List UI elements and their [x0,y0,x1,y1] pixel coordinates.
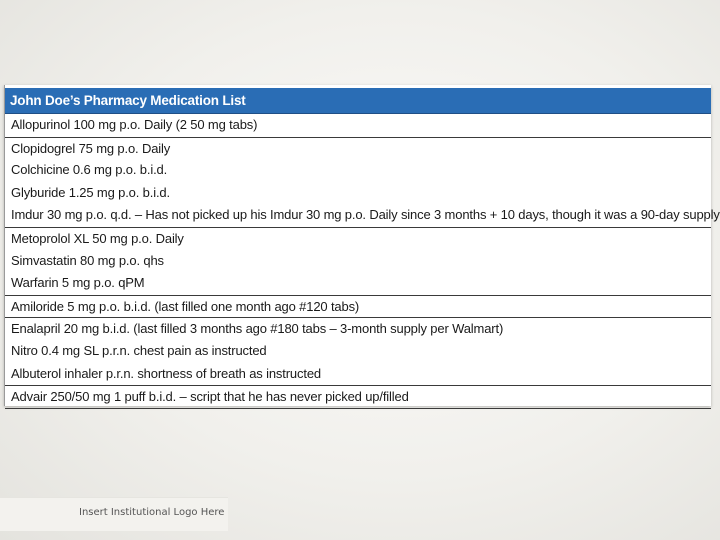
table-row: Albuterol inhaler p.r.n. shortness of breath as instructed [11,365,321,381]
table-row: Clopidogrel 75 mg p.o. Daily [5,137,711,160]
table-row: Advair 250/50 mg 1 puff b.i.d. – script that he has never picked up/filled [5,385,711,408]
logo-placeholder [0,497,228,531]
table-row: Nitro 0.4 mg SL p.r.n. chest pain as instructed [11,342,267,358]
table-row: Metoprolol XL 50 mg p.o. Daily [5,227,711,250]
table-row: Simvastatin 80 mg p.o. qhs [11,252,164,268]
table-row: Colchicine 0.6 mg p.o. b.i.d. [11,162,168,178]
table-row: Amiloride 5 mg p.o. b.i.d. (last filled one month ago #120 tabs) [5,295,711,318]
table-body [5,114,720,408]
table-row: Allopurinol 100 mg p.o. Daily (2 50 mg tabs) [11,117,258,132]
table-row: Imdur 30 mg p.o. q.d. – Has not picked up his Imdur 30 mg p.o. Daily since 3 months + 10 days, though it was a 90-day supply [11,207,720,223]
table-title: John Doe’s Pharmacy Medication List [5,88,711,114]
medication-list-table [4,85,720,406]
logo-placeholder-text: Insert Institutional Logo Here [79,507,225,518]
table-row: Enalapril 20 mg b.i.d. (last filled 3 months ago #180 tabs – 3-month supply per Walmart) [5,317,711,340]
table-row: Glyburide 1.25 mg p.o. b.i.d. [11,184,170,200]
table-row: Warfarin 5 mg p.o. qPM [11,275,145,291]
